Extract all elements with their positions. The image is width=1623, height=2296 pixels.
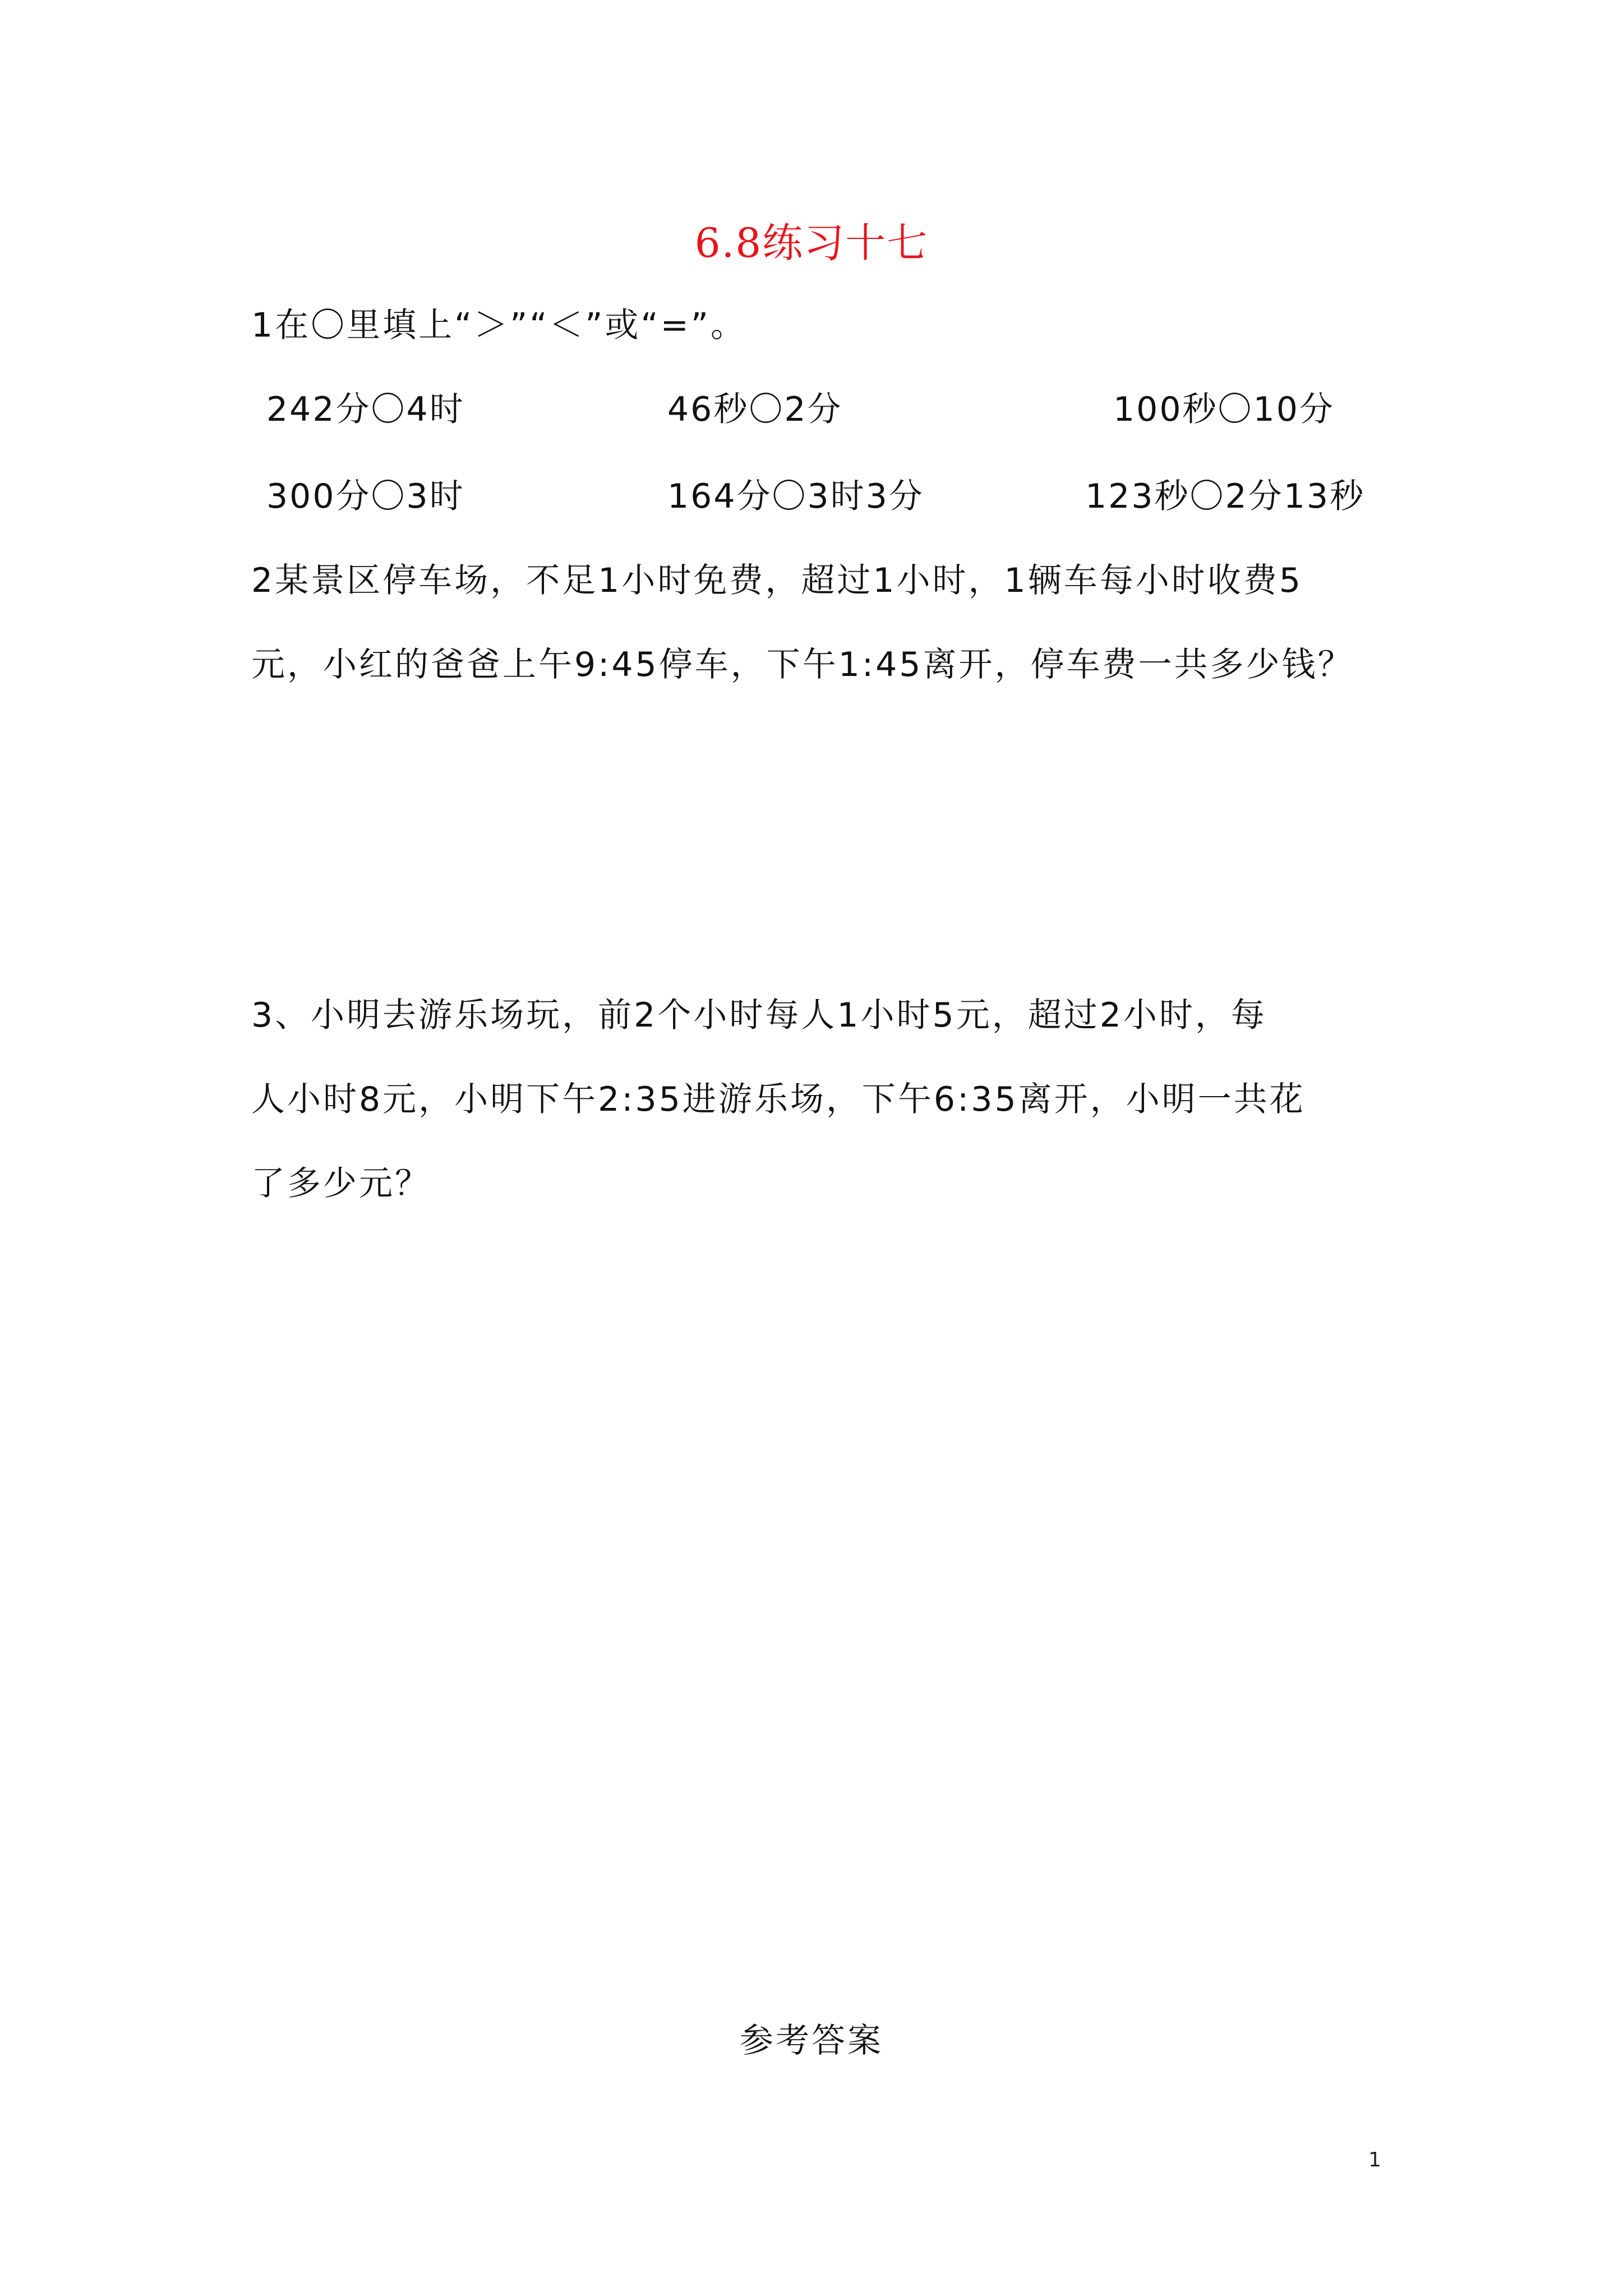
comparison-item: 100秒〇10分 [1113, 390, 1335, 429]
question-2 [251, 558, 1390, 687]
page-number: 1 [1368, 2148, 1381, 2171]
question-2-line: 元，小红的爸爸上午9:45停车，下午1:45离开，停车费一共多少钱？ [251, 645, 1354, 684]
comparison-item: 300分〇3时 [266, 477, 465, 516]
comparison-item: 242分〇4时 [266, 390, 465, 429]
answers-heading: 参考答案 [740, 2021, 883, 2060]
question-3-line: 人小时8元，小明下午2:35进游乐场，下午6:35离开，小明一共花 [251, 1080, 1306, 1119]
question-2-line: 2某景区停车场，不足1小时免费，超过1小时，1辆车每小时收费5 [251, 561, 1303, 600]
page-title: 6.8练习十七 [694, 219, 929, 266]
question-3-line: 了多少元？ [251, 1164, 431, 1203]
question-3 [251, 993, 1390, 1206]
question-1-prompt: 1在〇里填上“＞”“＜”或“=”。 [251, 306, 746, 345]
comparison-item: 46秒〇2分 [667, 390, 843, 429]
question-3-line: 3、小明去游乐场玩，前2个小时每人1小时5元，超过2小时，每 [251, 996, 1267, 1035]
comparison-item: 123秒〇2分13秒 [1085, 477, 1366, 516]
comparison-item: 164分〇3时3分 [667, 477, 924, 516]
